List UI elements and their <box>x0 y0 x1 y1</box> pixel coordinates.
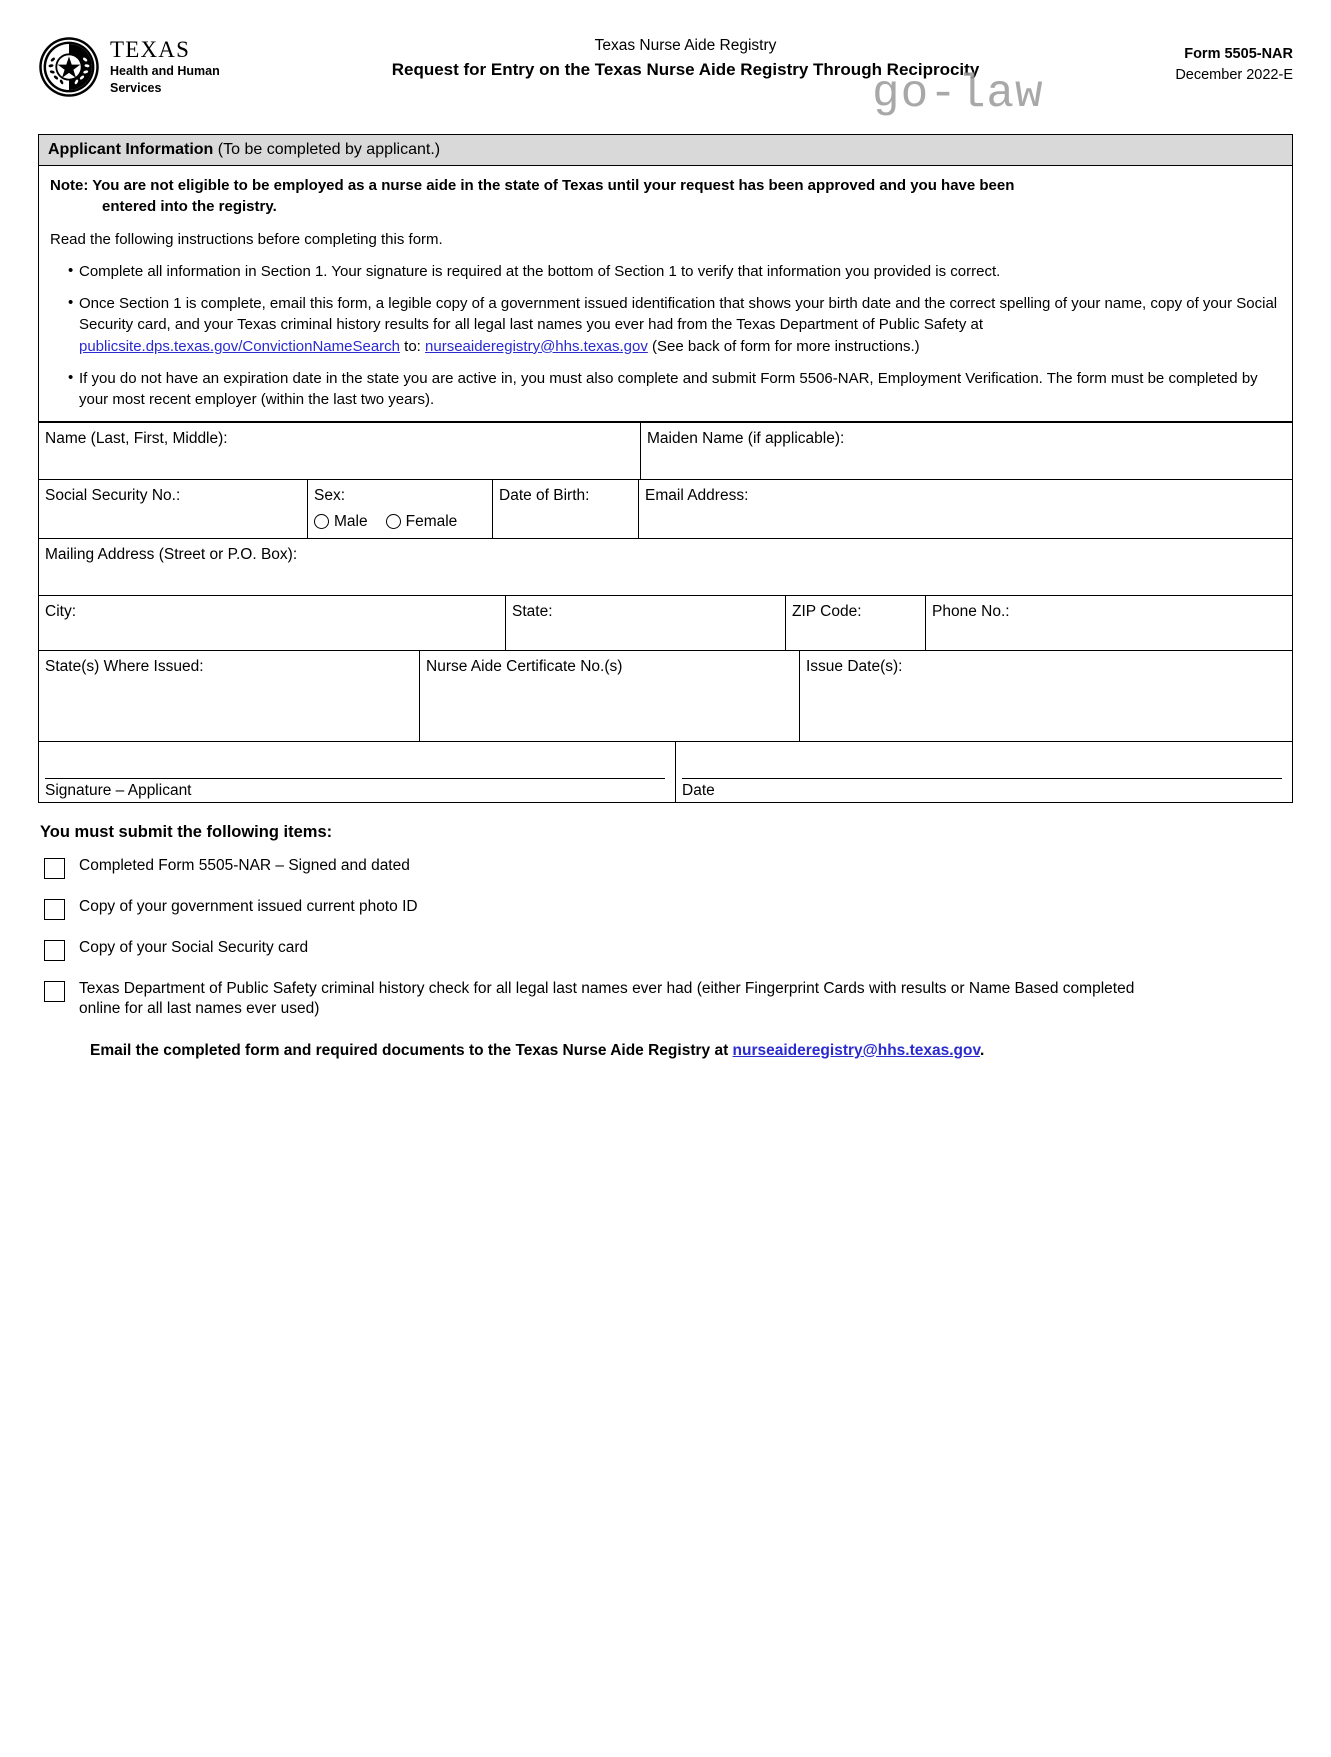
field-row-ssn-sex-dob-email <box>39 479 1292 538</box>
field-state-label: State: <box>512 602 553 620</box>
instructions-block <box>39 166 1292 421</box>
field-row-signature <box>39 741 1292 802</box>
form-body <box>38 166 1293 802</box>
field-sex-label: Sex: <box>314 486 346 504</box>
field-name-label: Name (Last, First, Middle): <box>45 429 228 447</box>
bullet-item-3 <box>68 368 1281 411</box>
field-signature-date[interactable] <box>675 742 1292 802</box>
instruction-bullet-list <box>50 261 1281 411</box>
note-label: Note: <box>50 177 89 195</box>
field-row-name <box>39 422 1292 479</box>
note-line-1: You are not eligible to be employed as a nurse aide in the state of Texas until your request has been approved and you have been <box>92 177 1015 195</box>
section-header-applicant-information <box>38 134 1293 166</box>
checklist-item[interactable] <box>44 979 1331 1020</box>
checklist-item-label: Texas Department of Public Safety criminal history check for all legal last names ever had (either Fingerprint Cards with results or Name Based completed online for all last names ever used) <box>79 979 1135 1018</box>
sex-radio-group <box>314 513 492 531</box>
bullet-3-text: If you do not have an expiration date in the state you are active in, you must also complete and submit Form 5506-NAR, Employment Verification. The form must be completed by your most recent employer (within the last two years). <box>79 369 1258 409</box>
checklist-item[interactable] <box>44 897 1331 920</box>
page-header <box>38 34 1293 122</box>
checklist-item[interactable] <box>44 938 1331 961</box>
bullet-2-part-2: to: <box>400 337 426 355</box>
section-subtitle: (To be completed by applicant.) <box>217 141 441 158</box>
bullet-1-text: Complete all information in Section 1. Your signature is required at the bottom of Section 1 to verify that information you provided is correct. <box>79 262 1001 280</box>
field-row-mailing-address <box>39 538 1292 595</box>
section-title: Applicant Information <box>48 141 214 158</box>
field-social-security-number[interactable] <box>39 480 307 538</box>
form-meta <box>1175 44 1293 86</box>
submit-email-suffix: . <box>979 1041 985 1059</box>
field-ssn-label: Social Security No.: <box>45 486 181 504</box>
field-state[interactable] <box>505 596 785 650</box>
checkbox-criminal-history-check[interactable] <box>44 981 65 1002</box>
radio-female-label: Female <box>405 512 458 530</box>
submit-email-instruction <box>90 1042 1331 1060</box>
field-email-address[interactable] <box>638 480 1292 538</box>
field-name[interactable] <box>39 423 640 479</box>
field-zip-label: ZIP Code: <box>792 602 862 620</box>
signature-date-rule <box>682 778 1282 779</box>
checkbox-photo-id[interactable] <box>44 899 65 920</box>
radio-male-icon[interactable] <box>314 514 329 529</box>
field-city-label: City: <box>45 602 76 620</box>
checklist-item[interactable] <box>44 856 1331 879</box>
watermark-text: go-law <box>872 68 1044 120</box>
eligibility-note <box>50 175 1281 218</box>
field-certificate-number-label: Nurse Aide Certificate No.(s) <box>426 657 623 675</box>
field-certificate-number[interactable] <box>419 651 799 741</box>
field-email-label: Email Address: <box>645 486 749 504</box>
radio-female-icon[interactable] <box>386 514 401 529</box>
field-city[interactable] <box>39 596 505 650</box>
page-title: Request for Entry on the Texas Nurse Aide Registry Through Reciprocity <box>391 60 980 80</box>
agency-wordmark <box>110 34 220 96</box>
checkbox-completed-form[interactable] <box>44 858 65 879</box>
field-states-where-issued[interactable] <box>39 651 419 741</box>
field-signature-label: Signature – Applicant <box>45 781 192 799</box>
radio-male-label: Male <box>334 512 368 530</box>
signature-rule <box>45 778 665 779</box>
agency-name: TEXAS <box>110 37 191 62</box>
registry-email-link-inline[interactable]: nurseaideregistry@hhs.texas.gov <box>425 337 648 355</box>
field-date-label: Date <box>682 781 715 799</box>
field-row-certificate <box>39 650 1292 741</box>
bullet-item-1 <box>68 261 1281 282</box>
checklist-item-label: Copy of your Social Security card <box>79 938 309 956</box>
field-phone-number[interactable] <box>925 596 1292 650</box>
form-revision-date: December 2022-E <box>1175 67 1293 84</box>
submit-checklist <box>44 856 1331 1020</box>
field-row-city-state-zip-phone <box>39 595 1292 650</box>
bullet-2-part-3: (See back of form for more instructions.) <box>647 337 920 355</box>
field-phone-label: Phone No.: <box>932 602 1010 620</box>
field-states-issued-label: State(s) Where Issued: <box>45 657 204 675</box>
agency-subline-2: Services <box>110 81 162 96</box>
agency-logo <box>38 34 220 98</box>
checklist-item-label: Copy of your government issued current photo ID <box>79 897 418 915</box>
bullet-2-part-1: Once Section 1 is complete, email this form, a legible copy of a government issued identification that shows your birth date and the correct spelling of your name, copy of your Social Security card, and your Texas criminal history results for all legal last names you ever had from the Texas Department of Public Safety at <box>79 295 1278 334</box>
radio-male[interactable] <box>314 513 368 531</box>
submit-email-prefix: Email the completed form and required documents to the Texas Nurse Aide Registry at <box>90 1041 729 1059</box>
field-issue-dates[interactable] <box>799 651 1292 741</box>
registry-subtitle: Texas Nurse Aide Registry <box>594 37 777 54</box>
bullet-item-2 <box>68 293 1281 357</box>
texas-state-seal-icon <box>38 36 100 98</box>
field-sex <box>307 480 492 538</box>
form-page <box>0 34 1331 1757</box>
checklist-item-label: Completed Form 5505-NAR – Signed and dated <box>79 856 410 874</box>
field-mailing-address-label: Mailing Address (Street or P.O. Box): <box>45 545 298 563</box>
field-date-of-birth[interactable] <box>492 480 638 538</box>
radio-female[interactable] <box>386 513 458 531</box>
title-block <box>228 36 1143 82</box>
field-signature-applicant[interactable] <box>39 742 675 802</box>
checkbox-social-security-card[interactable] <box>44 940 65 961</box>
form-number: Form 5505-NAR <box>1184 46 1293 62</box>
submit-items-heading: You must submit the following items: <box>40 822 333 841</box>
agency-subline-1: Health and Human <box>110 64 220 78</box>
field-mailing-address[interactable] <box>39 539 1292 595</box>
registry-email-link-footer[interactable]: nurseaideregistry@hhs.texas.gov <box>732 1041 980 1059</box>
field-dob-label: Date of Birth: <box>499 486 590 504</box>
note-line-2: entered into the registry. <box>102 198 277 216</box>
field-maiden-name[interactable] <box>640 423 1292 479</box>
dps-conviction-name-search-link[interactable]: publicsite.dps.texas.gov/ConvictionNameSearch <box>79 337 400 355</box>
read-instructions-line: Read the following instructions before completing this form. <box>50 230 443 248</box>
field-issue-dates-label: Issue Date(s): <box>806 657 903 675</box>
field-zip-code[interactable] <box>785 596 925 650</box>
field-maiden-name-label: Maiden Name (if applicable): <box>647 429 845 447</box>
